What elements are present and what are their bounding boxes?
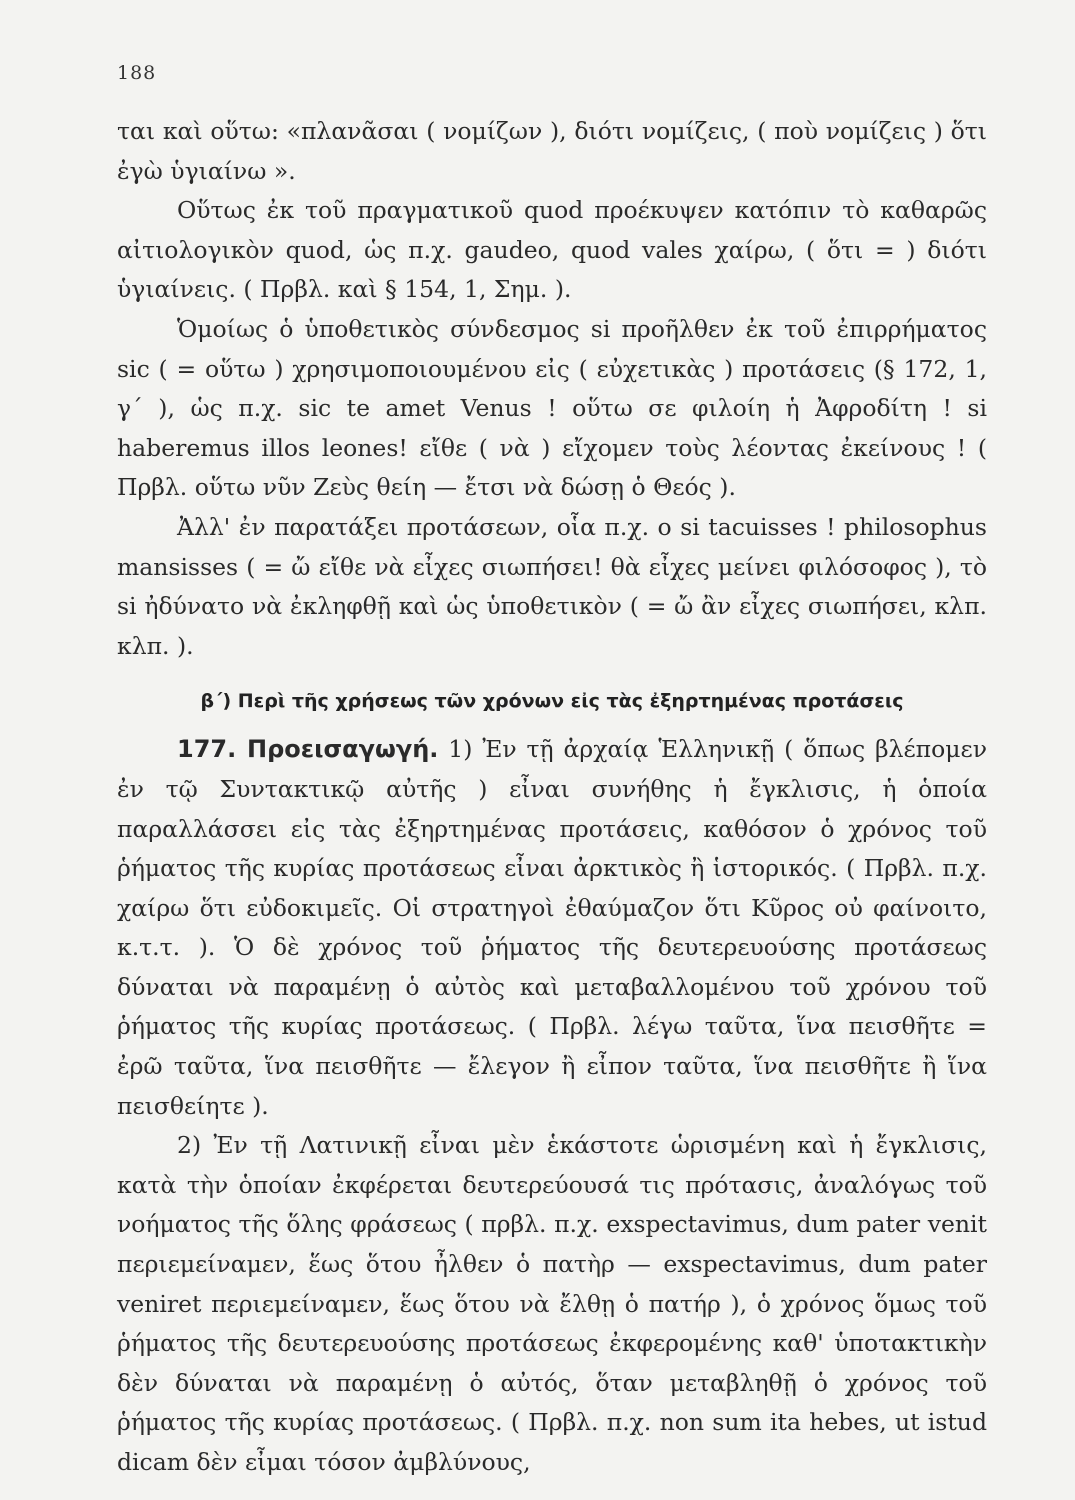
- paragraph: 2) Ἐν τῇ Λατινικῇ εἶναι μὲν ἑκάστοτε ὡρισμένη καὶ ἡ ἔγκλισις, κατὰ τὴν ὁποίαν ἐκφέρεται δευτερεύουσά τις πρότασις, ἀναλόγως τοῦ νοήματος τῆς ὅλης φράσεως ( πρβλ. π.χ. exspectavimus, dum pater venit περιεμείναμεν, ἕως ὅτου ἦλθεν ὁ πατὴρ — exspectavimus, dum pater veniret περιεμείναμεν, ἕως ὅτου νὰ ἔλθῃ ὁ πατήρ ), ὁ χρόνος ὅμως τοῦ ῥήματος τῆς δευτερευούσης προτάσεως ἐκφερομένης καθ' ὑποτακτικὴν δὲν δύναται νὰ παραμένῃ ὁ αὐτός, ὅταν μεταβληθῇ ὁ χρόνος τοῦ ῥήματος τῆς κυρίας προτάσεως. ( Πρβλ. π.χ. non sum ita hebes, ut istud dicam δὲν εἶμαι τόσον ἀμβλύνους,: [117, 1131, 987, 1476]
- section-heading: β΄) Περὶ τῆς χρήσεως τῶν χρόνων εἰς τὰς ἐξηρτημένας προτάσεις: [200, 690, 904, 713]
- paragraph: ται καὶ οὕτω: «πλανᾶσαι ( νομίζων ), διότι νομίζεις, ( ποὺ νομίζεις ) ὅτι ἐγὼ ὑγιαίνω ».: [117, 117, 987, 185]
- paragraph: Ὁμοίως ὁ ὑποθετικὸς σύνδεσμος si προῆλθεν ἐκ τοῦ ἐπιρρήματος sic ( = οὕτω ) χρησιμοποιουμένου εἰς ( εὐχετικὰς ) προτάσεις (§ 172, 1, γ΄ ), ὡς π.χ. sic te amet Venus ! οὕτω σε φιλοίη ἡ Ἀφροδίτη ! si haberemus illos leones! εἴθε ( νὰ ) εἴχομεν τοὺς λέοντας ἐκείνους ! ( Πρβλ. οὕτω νῦν Ζεὺς θείη — ἔτσι νὰ δώσῃ ὁ Θεός ).: [117, 314, 987, 502]
- page-number: 188: [117, 62, 157, 84]
- paragraph: Ἀλλ' ἐν παρατάξει προτάσεων, οἷα π.χ. o si tacuisses ! philosophus mansisses ( = ὤ εἴθε νὰ εἶχες σιωπήσει! θὰ εἶχες μείνει φιλόσοφος ), τὸ si ἠδύνατο νὰ ἐκληφθῇ καὶ ὡς ὑποθετικὸν ( = ὤ ἂν εἶχες σιωπήσει, κλπ. κλπ. ).: [117, 512, 987, 660]
- paragraph-177: [117, 730, 987, 1126]
- section-177-heading: 177. Προεισαγωγή.: [177, 735, 439, 764]
- paragraph-text: 1) Ἐν τῇ ἀρχαίᾳ Ἑλληνικῇ ( ὅπως βλέπομεν ἐν τῷ Συντακτικῷ αὐτῆς ) εἶναι συνήθης ἡ ἔγκλισις, ἡ ὁποία παραλλάσσει εἰς τὰς ἐξηρτημένας προτάσεις, καθόσον ὁ χρόνος τοῦ ῥήματος τῆς κυρίας προτάσεως εἶναι ἀρκτικὸς ἢ ἱστορικός. ( Πρβλ. π.χ. χαίρω ὅτι εὐδοκιμεῖς. Οἱ στρατηγοὶ ἐθαύμαζον ὅτι Κῦρος οὐ φαίνοιτο, κ.τ.τ. ). Ὁ δὲ χρόνος τοῦ ῥήματος τῆς δευτερευούσης προτάσεως δύναται νὰ παραμένῃ ὁ αὐτὸς καὶ μεταβαλλομένου τοῦ χρόνου τοῦ ῥήματος τῆς κυρίας προτάσεως. ( Πρβλ. λέγω ταῦτα, ἵνα πεισθῆτε = ἐρῶ ταῦτα, ἵνα πεισθῆτε — ἔλεγον ἢ εἶπον ταῦτα, ἵνα πεισθῆτε ἢ ἵνα πεισθείητε ).: [117, 735, 987, 1120]
- paragraph: Οὕτως ἐκ τοῦ πραγματικοῦ quod προέκυψεν κατόπιν τὸ καθαρῶς αἰτιολογικὸν quod, ὡς π.χ. gaudeo, quod vales χαίρω, ( ὅτι = ) διότι ὑγιαίνεις. ( Πρβλ. καὶ § 154, 1, Σημ. ).: [117, 196, 987, 304]
- body-text: [117, 112, 987, 1483]
